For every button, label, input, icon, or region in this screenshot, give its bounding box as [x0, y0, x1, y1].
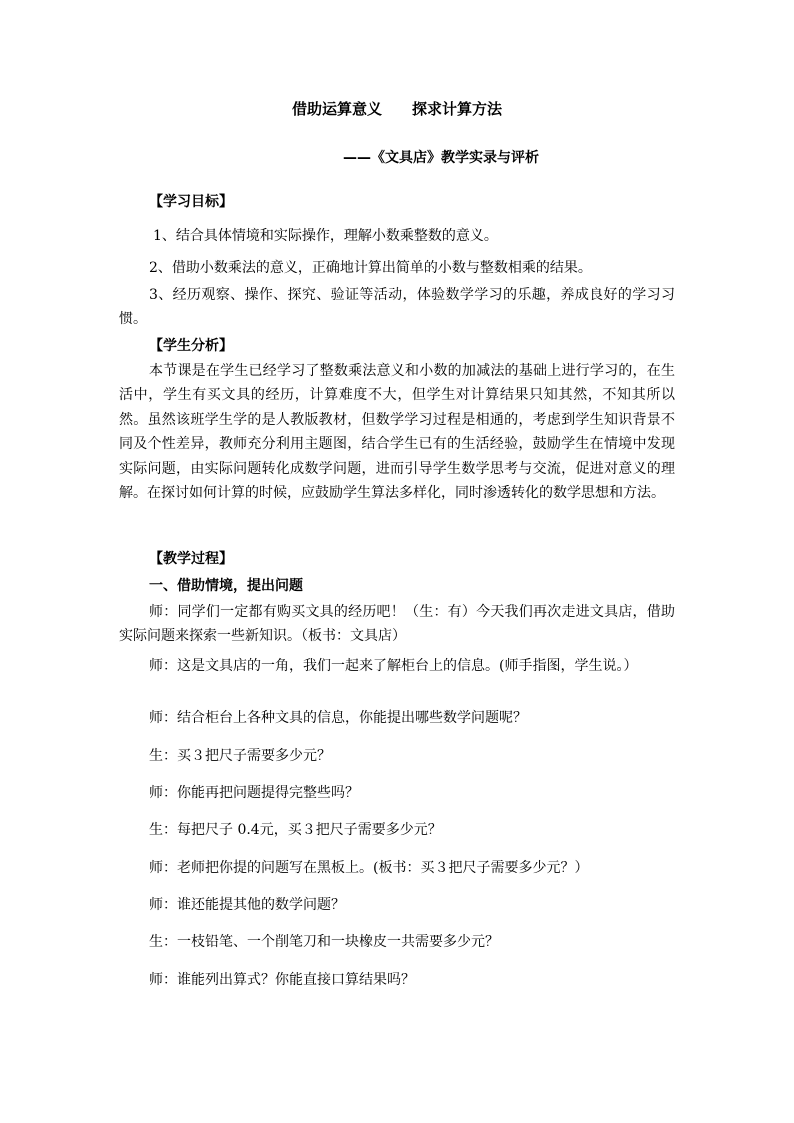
analysis-heading: 【学生分析】 [149, 338, 233, 354]
title-part-1: 借助运算意义 [291, 100, 382, 118]
dialog-line-8: 师：谁能列出算式？你能直接口算结果吗？ [149, 972, 415, 988]
dialog-line-4: 生：每把尺子 0.4元，买３把尺子需要多少元？ [149, 822, 442, 838]
dialog-line-6: 师：谁还能提其他的数学问题？ [149, 897, 345, 913]
dialog-line-1: 师：结合柜台上各种文具的信息，你能提出哪些数学问题呢？ [149, 710, 527, 726]
dialog-paragraph-1: 师：同学们一定都有购买文具的经历吧！（生：有）今天我们再次走进文具店，借助实际问题来探索一些新知识。（板书：文具店） [119, 604, 675, 645]
dialog-line-3: 师：你能再把问题提得完整些吗？ [149, 785, 359, 801]
dialog-line-7: 生：一枝铅笔、一个削笔刀和一块橡皮一共需要多少元？ [149, 934, 499, 950]
dialog-paragraph-2: 师：这是文具店的一角，我们一起来了解柜台上的信息。(师手指图，学生说。） [149, 658, 638, 674]
goals-heading: 【学习目标】 [149, 194, 233, 210]
dialog-line-5: 师：老师把你提的问题写在黑板上。(板书：买３把尺子需要多少元？） [149, 860, 589, 876]
process-heading: 【教学过程】 [149, 551, 233, 567]
goal-item-3: 3、经历观察、操作、探究、验证等活动，体验数学学习的乐趣，养成良好的学习习惯。 [119, 287, 675, 328]
goal-item-1: 1、结合具体情境和实际操作，理解小数乘整数的意义。 [153, 228, 498, 244]
dialog-line-2: 生：买３把尺子需要多少元？ [149, 748, 331, 764]
analysis-paragraph: 本节课是在学生已经学习了整数乘法意义和小数的加减法的基础上进行学习的，在生活中，学生有买文具的经历，计算难度不大，但学生对计算结果只知其然，不知其所以然。虽然该班学生学的是人教版教材，但数学学习过程是相通的，考虑到学生知识背景不同及个性差异，教师充分利用主题图，结合学生已有的生活经验，鼓励学生在情境中发现实际问题，由实际问题转化成数学问题，进而引导学生数学思考与交流，促进对意义的理解。在探讨如何计算的时候，应鼓励学生算法多样化，同时渗透转化的数学思想和方法。 [119, 363, 675, 502]
goal-item-2: 2、借助小数乘法的意义，正确地计算出简单的小数与整数相乘的结果。 [149, 260, 592, 276]
title-part-2: 探求计算方法 [412, 100, 503, 118]
document-subtitle: ——《文具店》教学实录与评析 [343, 150, 539, 166]
section-heading-1: 一、借助情境，提出问题 [149, 578, 303, 594]
document-title [0, 99, 794, 119]
